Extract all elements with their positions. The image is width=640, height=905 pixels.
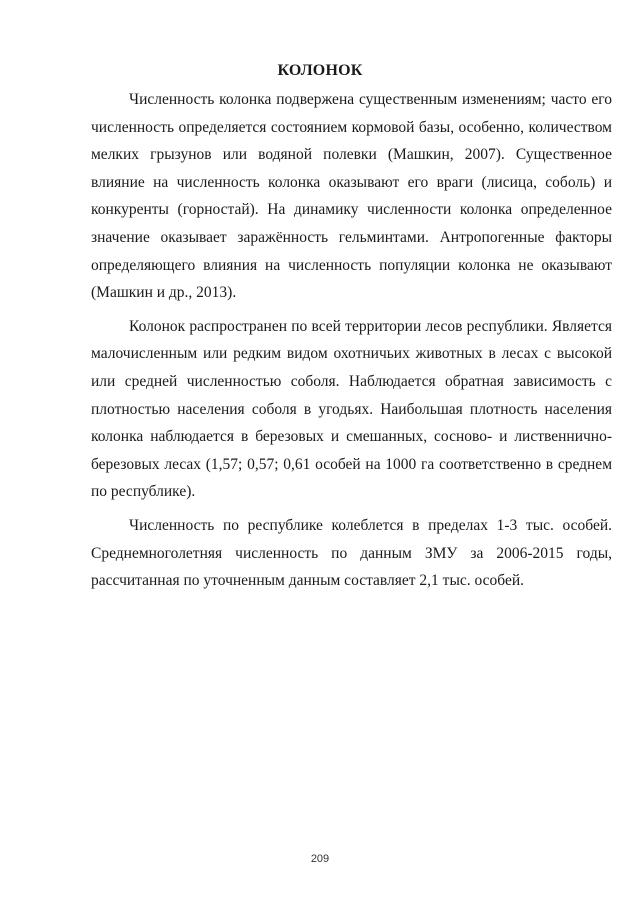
paragraph-population-dynamics: Численность колонка подвержена существенным изменениям; часто его численность определяется состоянием кормовой базы, особенно, количеством мелких грызунов или водяной полевки (Машкин, 2007). Существенное влияние на численность колонка оказывают его враги (лисица, соболь) и конкуренты (горностай). На динамику численности колонка определенное значение оказывает заражённость гельминтами. Антропогенные факторы определяющего влияния на численность популяции колонка не оказывают (Машкин и др., 2013).	[91, 91, 612, 302]
paragraph-distribution: Колонок распространен по всей территории лесов республики. Является малочисленным или редким видом охотничьих животных в лесах с высокой или средней численностью соболя. Наблюдается обратная зависимость с плотностью населения соболя в угодьях. Наибольшая плотность населения колонка наблюдается в березовых и смешанных, сосново- и лиственнично-березовых лесах (1,57; 0,57; 0,61 особей на 1000 га соответственно в среднем по республике).	[91, 317, 612, 501]
paragraph-abundance: Численность по республике колеблется в пределах 1-3 тыс. особей. Среднемноголетняя численность по данным ЗМУ за 2006-2015 годы, рассчитанная по уточненным данным составляет 2,1 тыс. особей.	[91, 516, 612, 590]
page-number: 209	[310, 853, 330, 865]
document-body	[91, 86, 612, 595]
section-title: КОЛОНОК	[277, 62, 363, 79]
